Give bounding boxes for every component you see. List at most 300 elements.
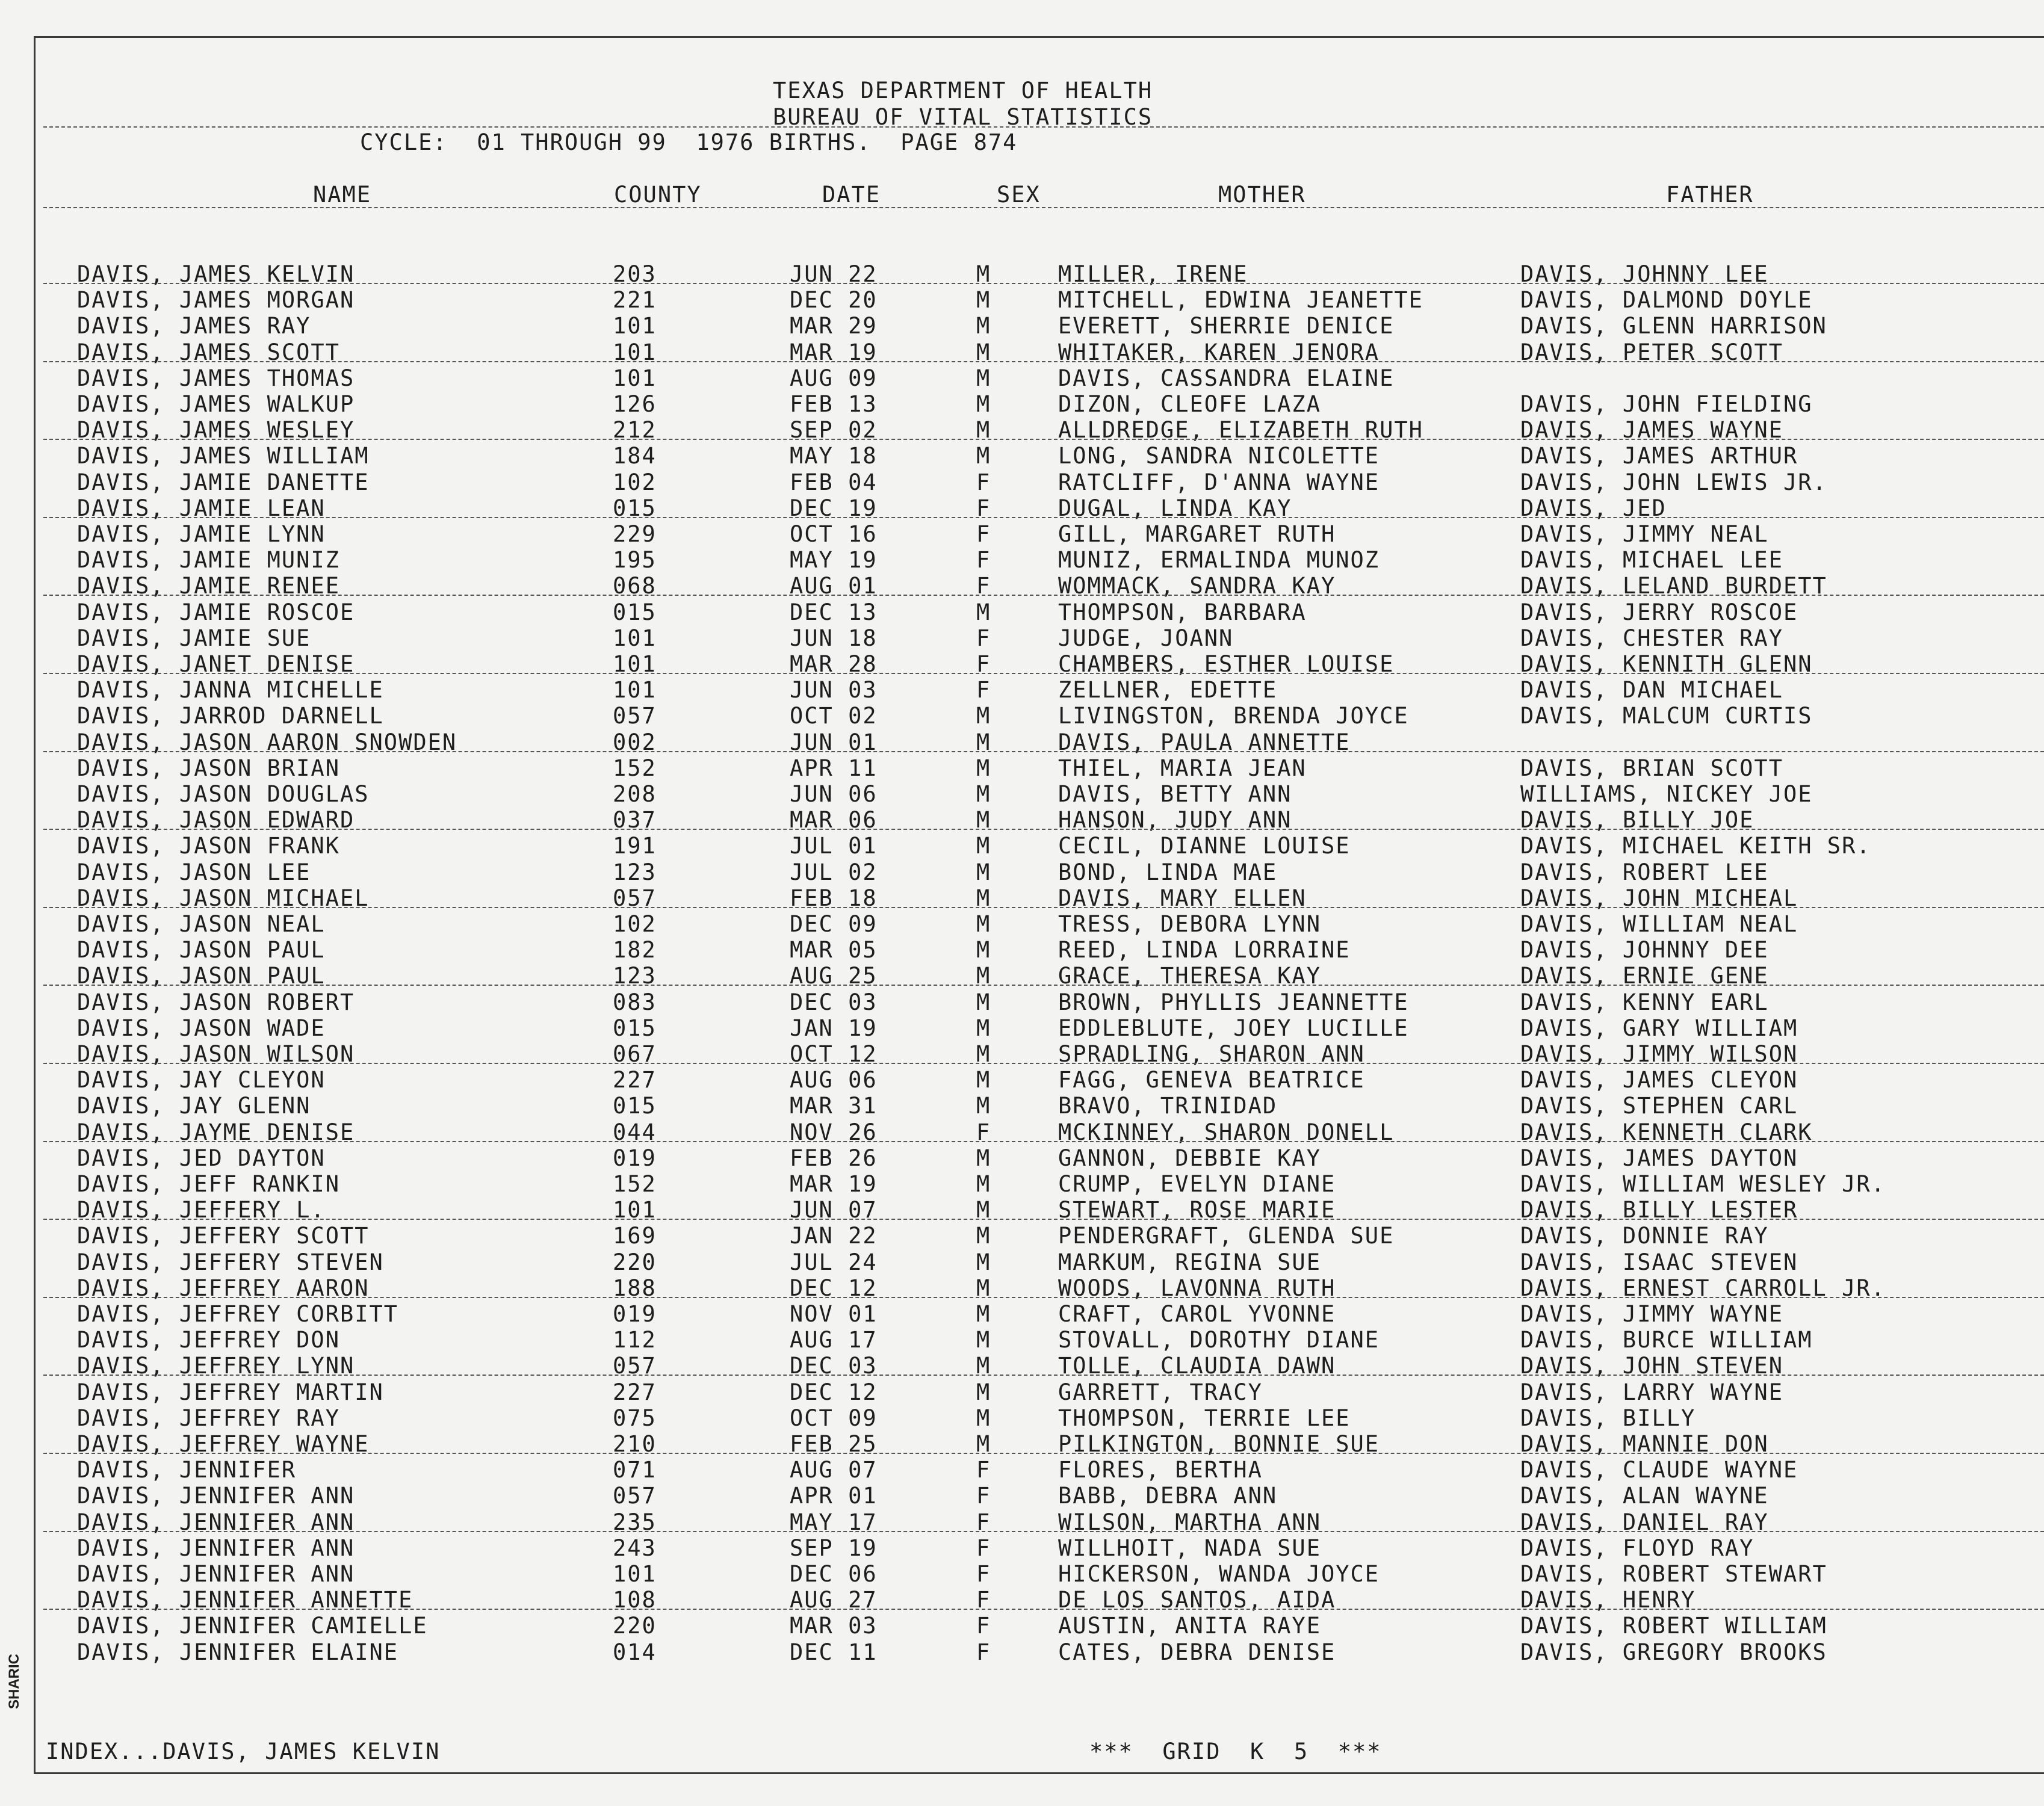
county-cell: 235 [613,1509,657,1535]
name-cell: DAVIS, JASON WILSON [77,1041,355,1067]
row-group-rule [43,829,2044,830]
mother-cell: BROWN, PHYLLIS JEANNETTE [1058,989,1409,1015]
county-cell: 101 [613,313,657,339]
name-cell: DAVIS, JASON WADE [77,1015,326,1041]
table-row [0,1561,2010,1587]
father-cell: DAVIS, ROBERT LEE [1520,859,1769,885]
table-row [0,1535,2010,1561]
father-cell: DAVIS, WILLIAM NEAL [1520,911,1798,937]
county-cell: 101 [613,365,657,391]
father-cell: DAVIS, DANIEL RAY [1520,1509,1769,1535]
date-cell: MAR 06 [790,807,878,833]
name-cell: DAVIS, JEFFERY L. [77,1197,326,1223]
father-cell: DAVIS, JOHNNY DEE [1520,937,1769,963]
table-row [0,1405,2010,1431]
county-cell: 019 [613,1301,657,1327]
county-cell: 112 [613,1327,657,1353]
date-cell: MAY 18 [790,443,878,469]
column-header-mother: MOTHER [1218,182,1306,208]
county-cell: 220 [613,1249,657,1275]
county-cell: 067 [613,1041,657,1067]
name-cell: DAVIS, JAMIE LYNN [77,521,326,547]
name-cell: DAVIS, JASON NEAL [77,911,326,937]
sex-cell: M [976,911,991,937]
sex-cell: F [976,677,991,703]
county-cell: 221 [613,287,657,313]
table-row [0,443,2010,469]
name-cell: DAVIS, JANNA MICHELLE [77,677,384,703]
county-cell: 057 [613,1483,657,1509]
date-cell: FEB 26 [790,1145,878,1171]
table-row [0,1015,2010,1041]
sex-cell: M [976,963,991,989]
date-cell: DEC 06 [790,1561,878,1587]
sex-cell: M [976,1275,991,1301]
date-cell: DEC 03 [790,1353,878,1379]
date-cell: DEC 20 [790,287,878,313]
father-cell: DAVIS, BRIAN SCOTT [1520,755,1783,781]
county-cell: 019 [613,1145,657,1171]
sex-cell: F [976,651,991,677]
date-cell: OCT 12 [790,1041,878,1067]
date-cell: JUN 03 [790,677,878,703]
date-cell: DEC 13 [790,599,878,625]
footer-index: INDEX...DAVIS, JAMES KELVIN [46,1739,441,1764]
mother-cell: ZELLNER, EDETTE [1058,677,1278,703]
sex-cell: M [976,365,991,391]
name-cell: DAVIS, JENNIFER ANNETTE [77,1587,413,1613]
footer-grid: *** GRID K 5 *** [1089,1739,1382,1764]
father-cell: DAVIS, BURCE WILLIAM [1520,1327,1813,1353]
mother-cell: REED, LINDA LORRAINE [1058,937,1351,963]
row-group-rule [43,283,2044,284]
sex-cell: F [976,1457,991,1483]
date-cell: AUG 17 [790,1327,878,1353]
sex-cell: M [976,703,991,729]
county-cell: 123 [613,859,657,885]
header-rule [43,126,2044,128]
sex-cell: F [976,547,991,573]
table-row [0,1093,2010,1119]
header-cycle: CYCLE: 01 THROUGH 99 1976 BIRTHS. PAGE 874 [360,129,1018,155]
name-cell: DAVIS, JAMIE RENEE [77,573,340,599]
mother-cell: FLORES, BERTHA [1058,1457,1263,1483]
mother-cell: ALLDREDGE, ELIZABETH RUTH [1058,417,1423,443]
mother-cell: THOMPSON, BARBARA [1058,599,1307,625]
father-cell: DAVIS, KENNETH CLARK [1520,1119,1813,1145]
sex-cell: M [976,313,991,339]
mother-cell: CRAFT, CAROL YVONNE [1058,1301,1336,1327]
date-cell: MAY 17 [790,1509,878,1535]
mother-cell: MCKINNEY, SHARON DONELL [1058,1119,1395,1145]
date-cell: APR 11 [790,755,878,781]
county-cell: 083 [613,989,657,1015]
sex-cell: M [976,261,991,287]
county-cell: 227 [613,1379,657,1405]
sex-cell: M [976,989,991,1015]
name-cell: DAVIS, JAYME DENISE [77,1119,355,1145]
mother-cell: PENDERGRAFT, GLENDA SUE [1058,1223,1395,1249]
father-cell: DAVIS, LARRY WAYNE [1520,1379,1783,1405]
name-cell: DAVIS, JASON ROBERT [77,989,355,1015]
date-cell: NOV 26 [790,1119,878,1145]
father-cell: DAVIS, GREGORY BROOKS [1520,1639,1827,1665]
mother-cell: GARRETT, TRACY [1058,1379,1263,1405]
sex-cell: M [976,1067,991,1093]
father-cell: DAVIS, ROBERT WILLIAM [1520,1613,1827,1639]
mother-cell: HICKERSON, WANDA JOYCE [1058,1561,1380,1587]
name-cell: DAVIS, JAMIE SUE [77,625,311,651]
county-cell: 152 [613,1171,657,1197]
county-cell: 229 [613,521,657,547]
date-cell: JAN 19 [790,1015,878,1041]
date-cell: OCT 02 [790,703,878,729]
date-cell: NOV 01 [790,1301,878,1327]
date-cell: OCT 16 [790,521,878,547]
mother-cell: BOND, LINDA MAE [1058,859,1278,885]
column-header-name: NAME [313,182,372,208]
name-cell: DAVIS, JANET DENISE [77,651,355,677]
table-row [0,365,2010,391]
table-row [0,1301,2010,1327]
name-cell: DAVIS, JAMES WALKUP [77,391,355,417]
county-cell: 044 [613,1119,657,1145]
name-cell: DAVIS, JEFFERY STEVEN [77,1249,384,1275]
name-cell: DAVIS, JARROD DARNELL [77,703,384,729]
sex-cell: M [976,1379,991,1405]
date-cell: APR 01 [790,1483,878,1509]
date-cell: JUN 06 [790,781,878,807]
date-cell: JUL 24 [790,1249,878,1275]
father-cell: DAVIS, ALAN WAYNE [1520,1483,1769,1509]
county-cell: 014 [613,1639,657,1665]
header-department: TEXAS DEPARTMENT OF HEALTH [773,78,1153,104]
name-cell: DAVIS, JASON LEE [77,859,311,885]
date-cell: JAN 22 [790,1223,878,1249]
county-cell: 057 [613,885,657,911]
father-cell: DAVIS, PETER SCOTT [1520,339,1783,365]
mother-cell: DAVIS, CASSANDRA ELAINE [1058,365,1395,391]
mother-cell: CECIL, DIANNE LOUISE [1058,833,1351,859]
mother-cell: CATES, DEBRA DENISE [1058,1639,1336,1665]
column-header-date: DATE [822,182,881,208]
sex-cell: M [976,339,991,365]
date-cell: DEC 19 [790,495,878,521]
father-cell: DAVIS, HENRY [1520,1587,1696,1613]
date-cell: JUN 01 [790,729,878,755]
sex-cell: F [976,1535,991,1561]
county-cell: 015 [613,599,657,625]
mother-cell: TRESS, DEBORA LYNN [1058,911,1321,937]
mother-cell: EDDLEBLUTE, JOEY LUCILLE [1058,1015,1409,1041]
father-cell: DAVIS, ISAAC STEVEN [1520,1249,1798,1275]
sex-cell: F [976,573,991,599]
mother-cell: HANSON, JUDY ANN [1058,807,1292,833]
row-group-rule [43,595,2044,596]
father-cell: DAVIS, CLAUDE WAYNE [1520,1457,1798,1483]
name-cell: DAVIS, JEFFERY SCOTT [77,1223,370,1249]
mother-cell: STOVALL, DOROTHY DIANE [1058,1327,1380,1353]
father-cell: DAVIS, JERRY ROSCOE [1520,599,1798,625]
mother-cell: DAVIS, MARY ELLEN [1058,885,1307,911]
table-row [0,859,2010,885]
table-row [0,1379,2010,1405]
sex-cell: F [976,521,991,547]
county-cell: 152 [613,755,657,781]
mother-cell: BABB, DEBRA ANN [1058,1483,1278,1509]
father-cell: DAVIS, JAMES CLEYON [1520,1067,1798,1093]
row-group-rule [43,1531,2044,1532]
table-row [0,313,2010,339]
father-cell: DAVIS, BILLY [1520,1405,1696,1431]
father-cell: DAVIS, GLENN HARRISON [1520,313,1827,339]
county-cell: 210 [613,1431,657,1457]
father-cell: DAVIS, KENNY EARL [1520,989,1769,1015]
date-cell: DEC 12 [790,1379,878,1405]
sex-cell: M [976,443,991,469]
date-cell: JUN 22 [790,261,878,287]
date-cell: JUN 18 [790,625,878,651]
county-cell: 220 [613,1613,657,1639]
father-cell: DAVIS, DONNIE RAY [1520,1223,1769,1249]
table-row [0,1249,2010,1275]
sex-cell: F [976,1639,991,1665]
sex-cell: M [976,807,991,833]
name-cell: DAVIS, JENNIFER ELAINE [77,1639,399,1665]
row-group-rule [43,1375,2044,1376]
name-cell: DAVIS, JASON PAUL [77,937,326,963]
date-cell: DEC 11 [790,1639,878,1665]
date-cell: AUG 06 [790,1067,878,1093]
county-cell: 184 [613,443,657,469]
county-cell: 191 [613,833,657,859]
name-cell: DAVIS, JAMES MORGAN [77,287,355,313]
father-cell: DAVIS, DALMOND DOYLE [1520,287,1813,313]
table-row [0,937,2010,963]
row-group-rule [43,1609,2044,1610]
father-cell: DAVIS, LELAND BURDETT [1520,573,1827,599]
sex-cell: M [976,1327,991,1353]
name-cell: DAVIS, JAMIE LEAN [77,495,326,521]
county-cell: 101 [613,677,657,703]
mother-cell: WILSON, MARTHA ANN [1058,1509,1321,1535]
table-row [0,677,2010,703]
sex-cell: M [976,1353,991,1379]
date-cell: MAR 31 [790,1093,878,1119]
father-cell: DAVIS, MANNIE DON [1520,1431,1769,1457]
sex-cell: M [976,1015,991,1041]
column-header-county: COUNTY [614,182,702,208]
table-row [0,1639,2010,1665]
table-row [0,1483,2010,1509]
county-cell: 015 [613,495,657,521]
date-cell: MAY 19 [790,547,878,573]
table-row [0,1327,2010,1353]
father-cell: DAVIS, MICHAEL KEITH SR. [1520,833,1871,859]
name-cell: DAVIS, JAMES WILLIAM [77,443,370,469]
sex-cell: M [976,1171,991,1197]
county-cell: 037 [613,807,657,833]
table-row [0,547,2010,573]
mother-cell: MITCHELL, EDWINA JEANETTE [1058,287,1423,313]
father-cell: DAVIS, JAMES WAYNE [1520,417,1783,443]
county-cell: 102 [613,911,657,937]
father-cell: DAVIS, BILLY JOE [1520,807,1754,833]
name-cell: DAVIS, JEFFREY DON [77,1327,340,1353]
table-row [0,625,2010,651]
county-cell: 123 [613,963,657,989]
name-cell: DAVIS, JAY CLEYON [77,1067,326,1093]
mother-cell: DIZON, CLEOFE LAZA [1058,391,1321,417]
sex-cell: F [976,1561,991,1587]
sex-cell: M [976,1093,991,1119]
sex-cell: M [976,1197,991,1223]
date-cell: FEB 25 [790,1431,878,1457]
father-cell: DAVIS, ROBERT STEWART [1520,1561,1827,1587]
mother-cell: DAVIS, PAULA ANNETTE [1058,729,1351,755]
table-row [0,521,2010,547]
county-cell: 015 [613,1015,657,1041]
name-cell: DAVIS, JENNIFER [77,1457,297,1483]
county-cell: 101 [613,339,657,365]
side-label: SHARIC [6,1653,22,1709]
date-cell: SEP 02 [790,417,878,443]
mother-cell: WOODS, LAVONNA RUTH [1058,1275,1336,1301]
row-group-rule [43,1063,2044,1064]
date-cell: MAR 19 [790,339,878,365]
name-cell: DAVIS, JASON BRIAN [77,755,340,781]
header-bureau: BUREAU OF VITAL STATISTICS [773,104,1153,130]
mother-cell: GANNON, DEBBIE KAY [1058,1145,1321,1171]
row-group-rule [43,751,2044,752]
date-cell: FEB 04 [790,469,878,495]
row-group-rule [43,517,2044,518]
name-cell: DAVIS, JEFFREY AARON [77,1275,370,1301]
name-cell: DAVIS, JED DAYTON [77,1145,326,1171]
father-cell: DAVIS, ERNEST CARROLL JR. [1520,1275,1886,1301]
sex-cell: M [976,1223,991,1249]
table-row [0,1223,2010,1249]
date-cell: OCT 09 [790,1405,878,1431]
table-row [0,833,2010,859]
mother-cell: EVERETT, SHERRIE DENICE [1058,313,1395,339]
sex-cell: F [976,1613,991,1639]
father-cell: DAVIS, ERNIE GENE [1520,963,1769,989]
row-group-rule [43,985,2044,986]
mother-cell: THOMPSON, TERRIE LEE [1058,1405,1351,1431]
father-cell: DAVIS, JOHNNY LEE [1520,261,1769,287]
county-cell: 075 [613,1405,657,1431]
name-cell: DAVIS, JASON EDWARD [77,807,355,833]
sex-cell: M [976,1431,991,1457]
table-row [0,1145,2010,1171]
name-cell: DAVIS, JASON PAUL [77,963,326,989]
father-cell: DAVIS, JOHN FIELDING [1520,391,1813,417]
name-cell: DAVIS, JAMES THOMAS [77,365,355,391]
sex-cell: F [976,469,991,495]
sex-cell: M [976,885,991,911]
father-cell: DAVIS, MICHAEL LEE [1520,547,1783,573]
sex-cell: F [976,1587,991,1613]
county-cell: 071 [613,1457,657,1483]
mother-cell: DAVIS, BETTY ANN [1058,781,1292,807]
father-cell: DAVIS, FLOYD RAY [1520,1535,1754,1561]
county-cell: 203 [613,261,657,287]
mother-cell: STEWART, ROSE MARIE [1058,1197,1336,1223]
name-cell: DAVIS, JAMIE MUNIZ [77,547,340,573]
date-cell: JUN 07 [790,1197,878,1223]
name-cell: DAVIS, JEFFREY WAYNE [77,1431,370,1457]
name-cell: DAVIS, JAMES SCOTT [77,339,340,365]
name-cell: DAVIS, JASON AARON SNOWDEN [77,729,457,755]
table-row [0,911,2010,937]
father-cell: DAVIS, JOHN MICHEAL [1520,885,1798,911]
mother-cell: LONG, SANDRA NICOLETTE [1058,443,1380,469]
mother-cell: RATCLIFF, D'ANNA WAYNE [1058,469,1380,495]
sex-cell: M [976,833,991,859]
name-cell: DAVIS, JAMES WESLEY [77,417,355,443]
table-row [0,391,2010,417]
mother-cell: CRUMP, EVELYN DIANE [1058,1171,1336,1197]
date-cell: FEB 18 [790,885,878,911]
table-row [0,1457,2010,1483]
date-cell: SEP 19 [790,1535,878,1561]
county-cell: 182 [613,937,657,963]
row-group-rule [43,1453,2044,1454]
county-cell: 212 [613,417,657,443]
sex-cell: F [976,1119,991,1145]
table-row [0,703,2010,729]
date-cell: MAR 05 [790,937,878,963]
date-cell: JUL 02 [790,859,878,885]
date-cell: AUG 27 [790,1587,878,1613]
name-cell: DAVIS, JASON DOUGLAS [77,781,370,807]
name-cell: DAVIS, JENNIFER CAMIELLE [77,1613,428,1639]
date-cell: MAR 19 [790,1171,878,1197]
sex-cell: M [976,755,991,781]
table-row [0,781,2010,807]
row-group-rule [43,1297,2044,1298]
mother-cell: WOMMACK, SANDRA KAY [1058,573,1336,599]
mother-cell: JUDGE, JOANN [1058,625,1234,651]
county-cell: 015 [613,1093,657,1119]
sex-cell: M [976,1405,991,1431]
county-cell: 102 [613,469,657,495]
table-row [0,469,2010,495]
father-cell: DAVIS, JED [1520,495,1667,521]
mother-cell: AUSTIN, ANITA RAYE [1058,1613,1321,1639]
mother-cell: WHITAKER, KAREN JENORA [1058,339,1380,365]
mother-cell: BRAVO, TRINIDAD [1058,1093,1278,1119]
county-cell: 243 [613,1535,657,1561]
county-cell: 002 [613,729,657,755]
date-cell: MAR 03 [790,1613,878,1639]
sex-cell: M [976,287,991,313]
mother-cell: FAGG, GENEVA BEATRICE [1058,1067,1365,1093]
row-group-rule [43,439,2044,440]
row-group-rule [43,907,2044,908]
county-cell: 068 [613,573,657,599]
name-cell: DAVIS, JAMIE ROSCOE [77,599,355,625]
sex-cell: M [976,729,991,755]
father-cell: DAVIS, JAMES ARTHUR [1520,443,1798,469]
name-cell: DAVIS, JAMES KELVIN [77,261,355,287]
father-cell: DAVIS, JIMMY WILSON [1520,1041,1798,1067]
mother-cell: CHAMBERS, ESTHER LOUISE [1058,651,1395,677]
date-cell: AUG 07 [790,1457,878,1483]
name-cell: DAVIS, JEFF RANKIN [77,1171,340,1197]
date-cell: AUG 09 [790,365,878,391]
